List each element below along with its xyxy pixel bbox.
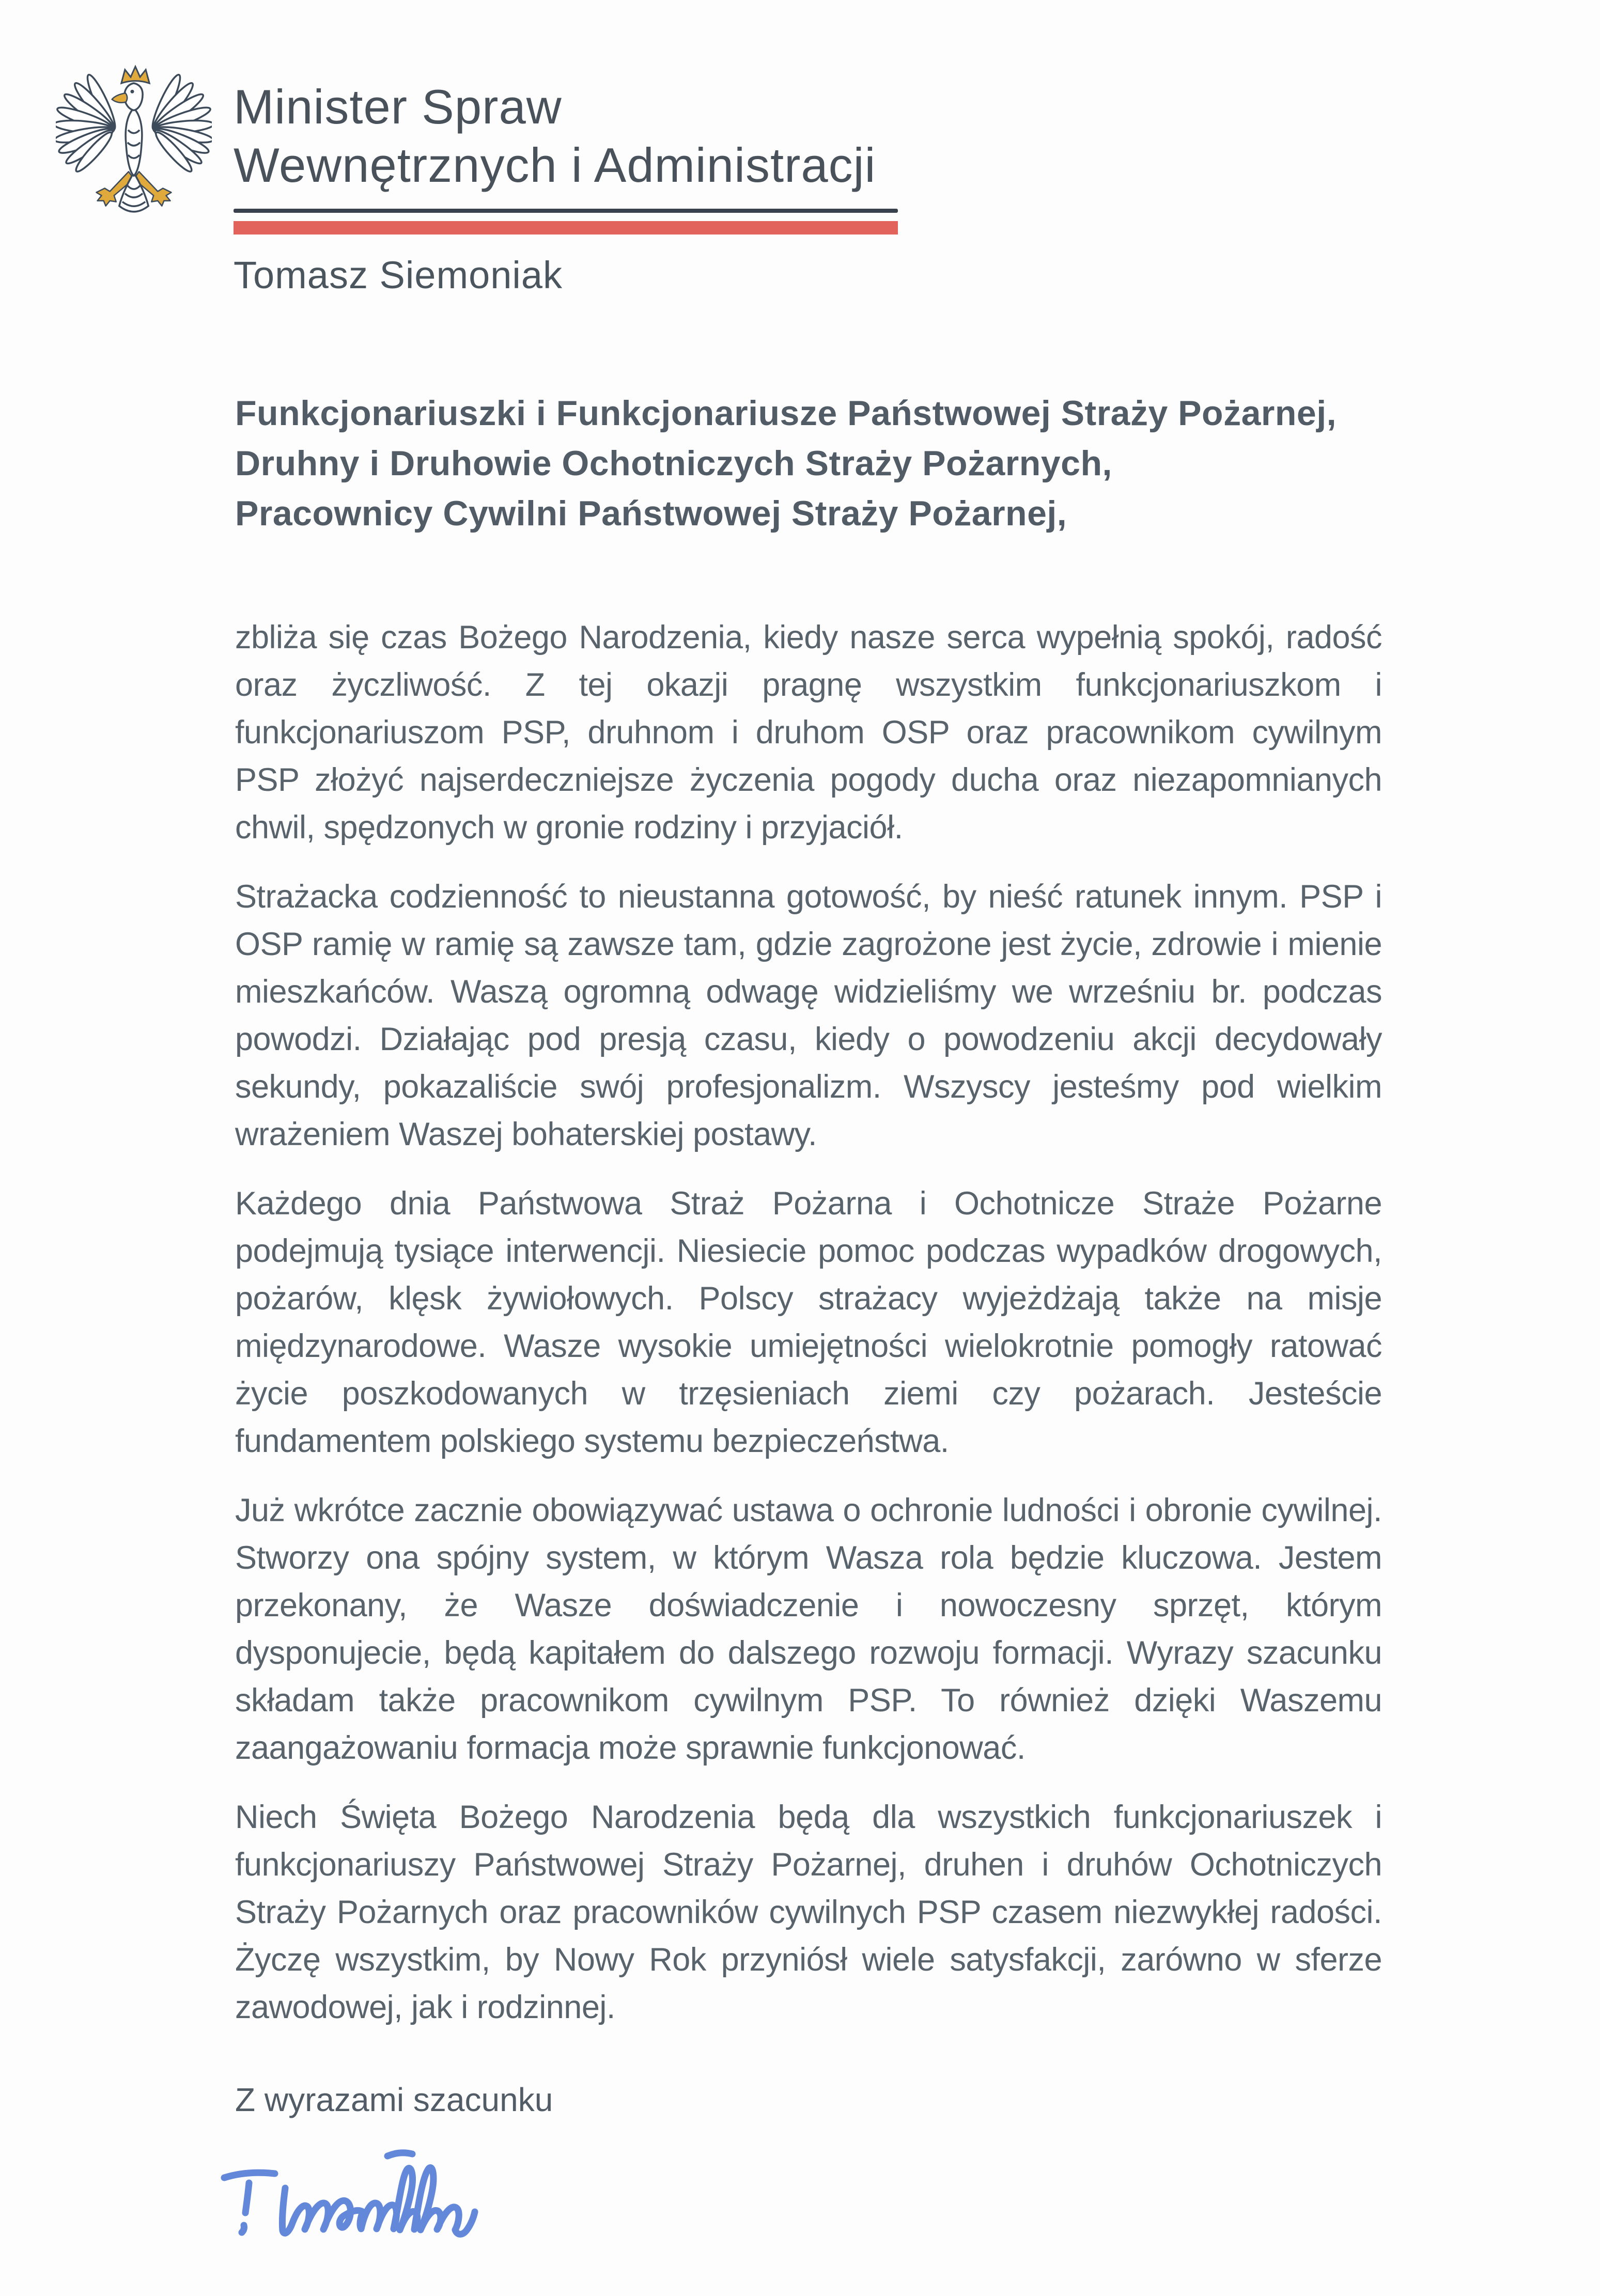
ministry-name	[234, 77, 876, 194]
minister-name: Tomasz Siemoniak	[234, 254, 563, 296]
handwritten-signature	[217, 2127, 527, 2272]
valediction: Z wyrazami szacunku	[235, 2081, 553, 2118]
body-paragraph: Każdego dnia Państwowa Straż Pożarna i Ochotnicze Straże Pożarne podejmują tysiące interwencji. Niesiecie pomoc podczas wypadków drogowych, pożarów, klęsk żywiołowych. Polscy strażacy wyjeżdżają także na misje międzynarodowe. Wasze wysokie umiejętności wielokrotnie pomogły ratować życie poszkodowanych w trzęsieniach ziemi czy pożarach. Jesteście fundamentem polskiego systemu bezpieczeństwa.	[235, 1185, 1382, 1459]
salutation-line: Druhny i Druhowie Ochotniczych Straży Pożarnych,	[235, 444, 1112, 483]
salutation-block	[235, 388, 1337, 539]
salutation-line: Funkcjonariuszki i Funkcjonariusze Państwowej Straży Pożarnej,	[235, 394, 1337, 433]
letterhead-rule-red	[234, 221, 898, 235]
body-paragraph: Strażacka codzienność to nieustanna gotowość, by nieść ratunek innym. PSP i OSP ramię w ramię są zawsze tam, gdzie zagrożone jest życie, zdrowie i mienie mieszkańców. Waszą ogromną odwagę widzieliśmy we wrześniu br. podczas powodzi. Działając pod presją czasu, kiedy o powodzeniu akcji decydowały sekundy, pokazaliście swój profesjonalizm. Wszyscy jesteśmy pod wielkim wrażeniem Waszej bohaterskiej postawy.	[235, 879, 1382, 1152]
letter-body	[235, 614, 1382, 2053]
polish-eagle-coat-of-arms-icon	[56, 63, 212, 238]
ministry-name-line2: Wewnętrznych i Administracji	[234, 138, 876, 192]
body-paragraph: Niech Święta Bożego Narodzenia będą dla wszystkich funkcjonariuszek i funkcjonariuszy Państwowej Straży Pożarnej, druhen i druhów Ochotniczych Straży Pożarnych oraz pracowników cywilnych PSP czasem niezwykłej radości. Życzę wszystkim, by Nowy Rok przyniósł wiele satysfakcji, zarówno w sferze zawodowej, jak i rodzinnej.	[235, 1799, 1382, 2025]
body-paragraph: zbliża się czas Bożego Narodzenia, kiedy nasze serca wypełnią spokój, radość oraz życzliwość. Z tej okazji pragnę wszystkim funkcjonariuszkom i funkcjonariuszom PSP, druhnom i druhom OSP oraz pracownikom cywilnym PSP złożyć najserdeczniejsze życzenia pogody ducha oraz niezapomnianych chwil, spędzonych w gronie rodziny i przyjaciół.	[235, 619, 1382, 846]
body-paragraph: Już wkrótce zacznie obowiązywać ustawa o ochronie ludności i obronie cywilnej. Stworzy ona spójny system, w którym Wasza rola będzie kluczowa. Jestem przekonany, że Wasze doświadczenie i nowoczesny sprzęt, którym dysponujecie, będą kapitałem do dalszego rozwoju formacji. Wyrazy szacunku składam także pracownikom cywilnym PSP. To również dzięki Waszemu zaangażowaniu formacja może sprawnie funkcjonować.	[235, 1492, 1382, 1766]
ministry-name-line1: Minister Spraw	[234, 80, 562, 134]
letterhead-rule-dark	[234, 209, 898, 213]
salutation-line: Pracownicy Cywilni Państwowej Straży Pożarnej,	[235, 494, 1067, 533]
